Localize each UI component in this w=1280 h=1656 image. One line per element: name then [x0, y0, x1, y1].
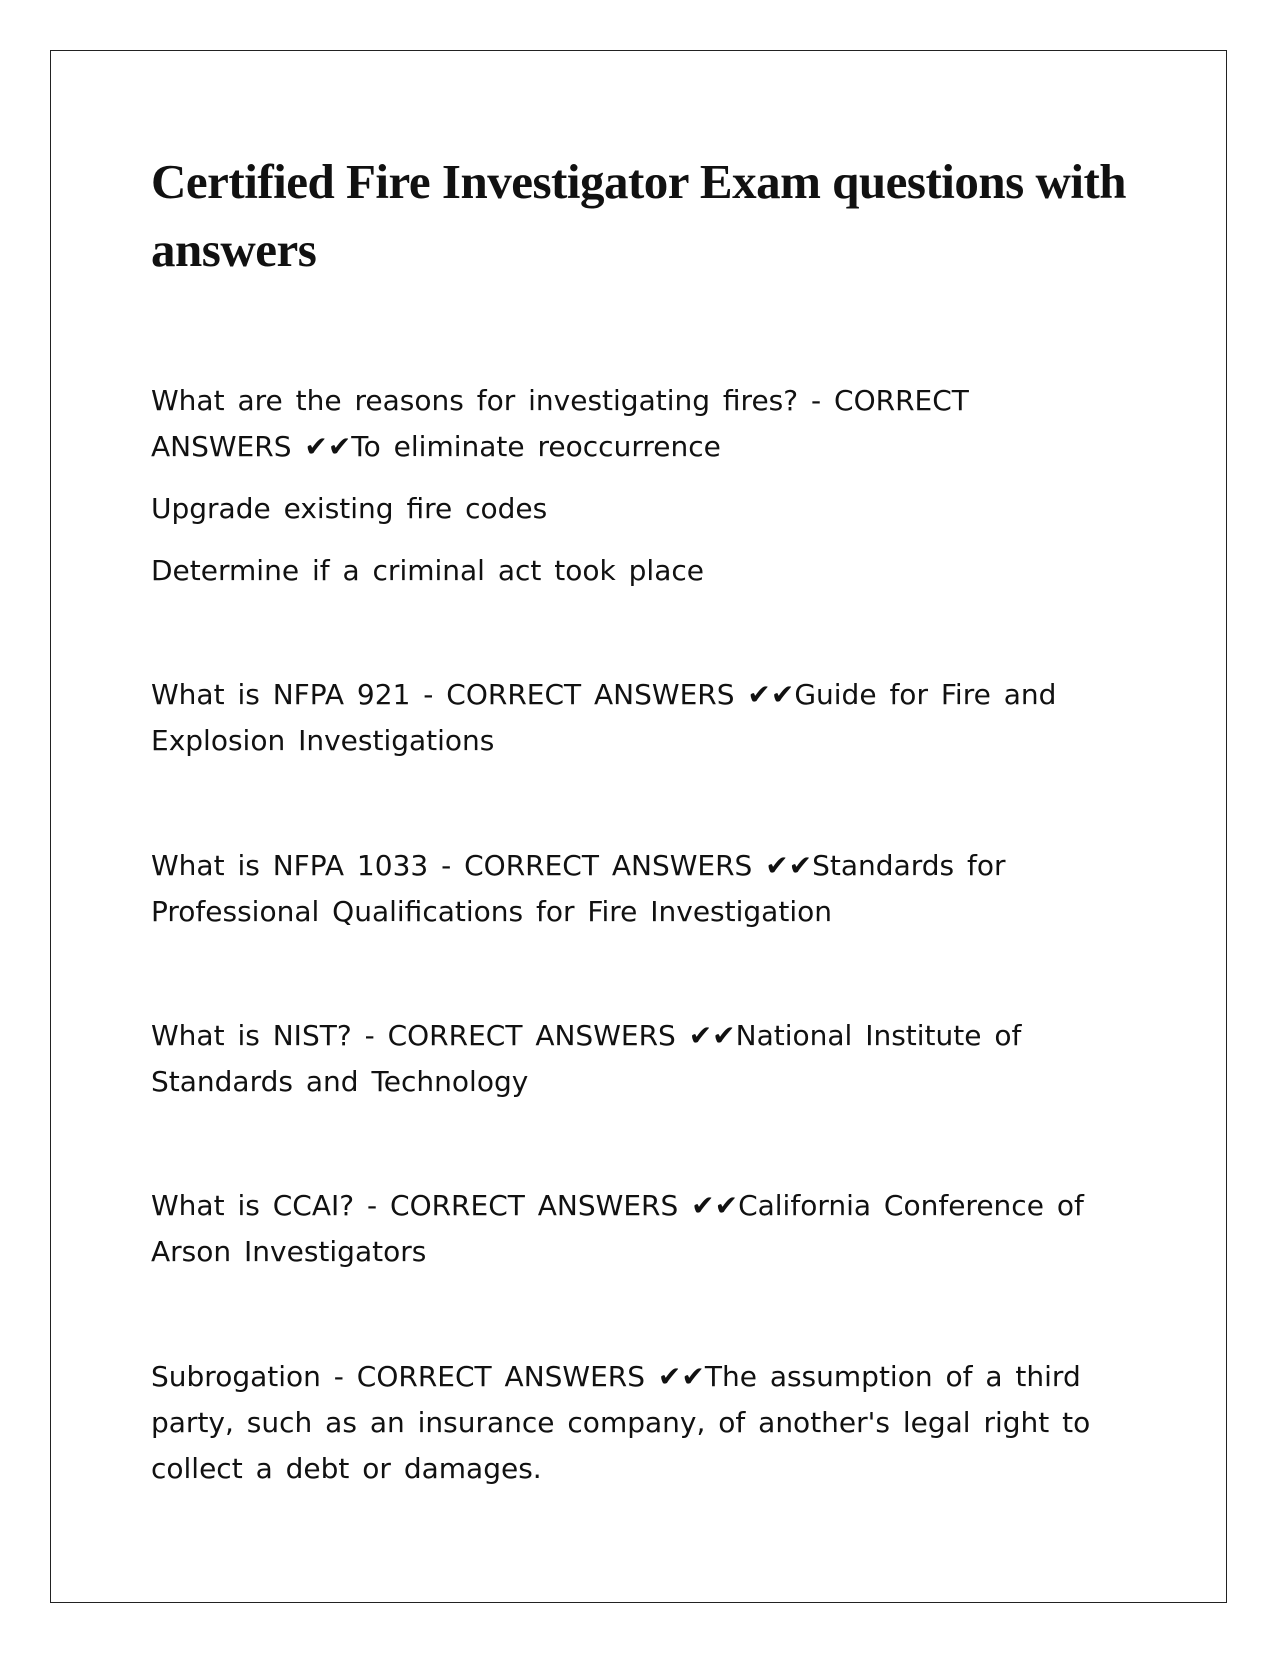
- qa-line: What is NIST? - CORRECT ANSWERS ✔✔National Institute of Standards and Technology: [151, 1019, 1022, 1098]
- qa-entry-ccai: [151, 1183, 1111, 1275]
- qa-entry-reasons: [151, 378, 1111, 594]
- qa-line: Subrogation - CORRECT ANSWERS ✔✔The assumption of a third party, such as an insurance company, of another's legal right to collect a debt or damages.: [151, 1360, 1091, 1485]
- qa-entry-nist: [151, 1013, 1111, 1105]
- qa-entry-nfpa-921: [151, 672, 1111, 764]
- qa-line: What are the reasons for investigating fires? - CORRECT ANSWERS ✔✔To eliminate reoccurrence: [151, 384, 969, 463]
- qa-line: What is CCAI? - CORRECT ANSWERS ✔✔California Conference of Arson Investigators: [151, 1189, 1084, 1268]
- document-title: Certified Fire Investigator Exam questions with answers: [151, 154, 1127, 277]
- qa-line: What is NFPA 921 - CORRECT ANSWERS ✔✔Guide for Fire and Explosion Investigations: [151, 678, 1057, 757]
- qa-line: Determine if a criminal act took place: [151, 554, 704, 587]
- qa-line: What is NFPA 1033 - CORRECT ANSWERS ✔✔Standards for Professional Qualifications for Fire Investigation: [151, 849, 1006, 928]
- qa-entry-subrogation: [151, 1354, 1111, 1492]
- qa-entry-nfpa-1033: [151, 843, 1111, 935]
- qa-line: Upgrade existing fire codes: [151, 492, 548, 525]
